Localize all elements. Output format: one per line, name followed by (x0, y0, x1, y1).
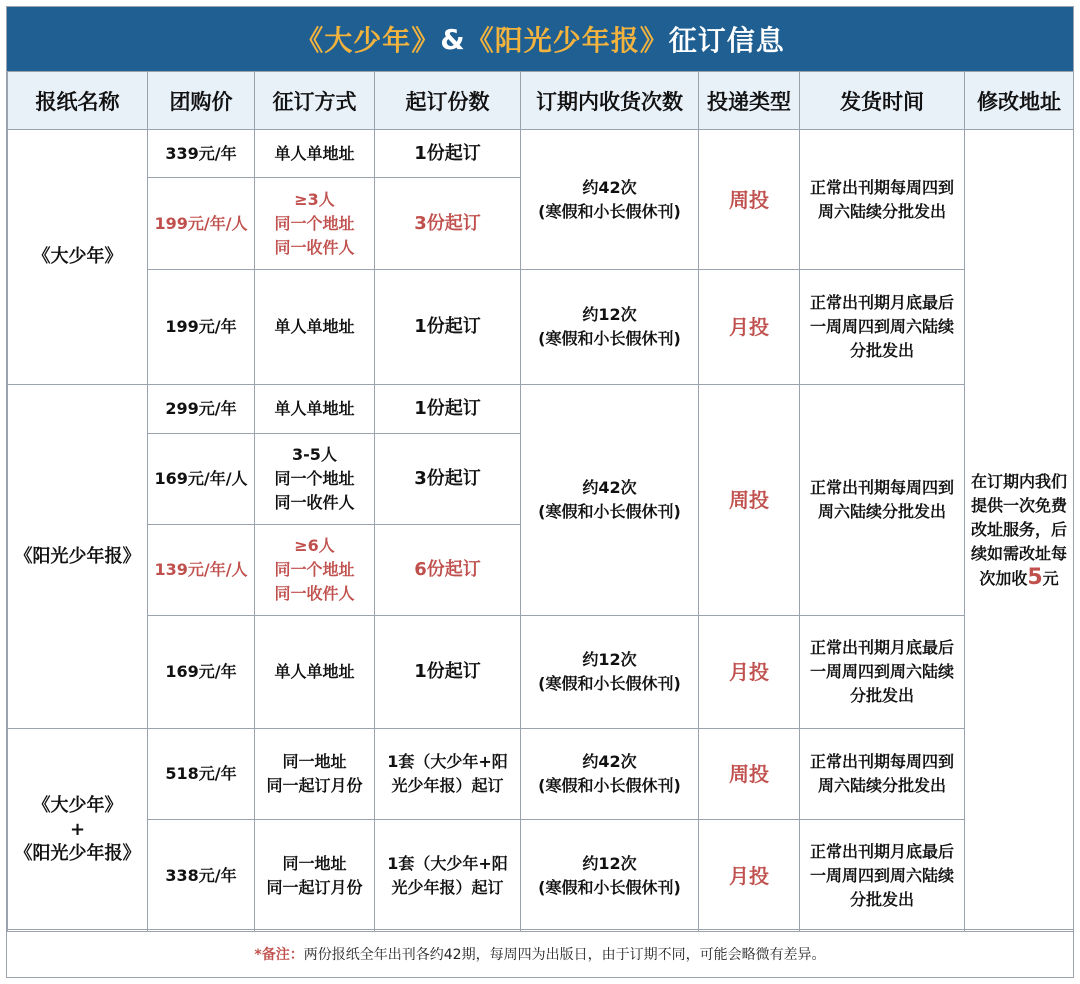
price-cell: 169元/年/人 (148, 434, 255, 525)
qty-cell: 1份起订 (375, 385, 521, 434)
price-cell: 518元/年 (148, 729, 255, 820)
paper-name-cell: 《大少年》 (8, 130, 148, 385)
title-paper-2: 《阳光少年报》 (465, 24, 669, 57)
price-cell: 199元/年 (148, 270, 255, 385)
header-delivery-type: 投递类型 (699, 72, 800, 130)
page-title (7, 7, 1073, 71)
qty-cell: 1套（大少年+阳 光少年报）起订 (375, 820, 521, 932)
header-change-address: 修改地址 (965, 72, 1074, 130)
table-row (8, 385, 1074, 434)
method-cell: 3-5人 同一个地址 同一收件人 (255, 434, 375, 525)
method-cell: 单人单地址 (255, 270, 375, 385)
price-cell: 169元/年 (148, 616, 255, 729)
qty-cell: 1份起订 (375, 616, 521, 729)
change-address-fee: 5 (1027, 565, 1043, 590)
delivery-count-cell: 约12次 (寒假和小长假休刊) (521, 270, 699, 385)
change-address-cell (965, 130, 1074, 932)
qty-cell: 1份起订 (375, 130, 521, 178)
method-cell: 同一地址 同一起订月份 (255, 729, 375, 820)
delivery-count-cell: 约42次 (寒假和小长假休刊) (521, 130, 699, 270)
method-cell: ≥3人 同一个地址 同一收件人 (255, 178, 375, 270)
title-ampersand: & (440, 22, 466, 56)
delivery-count-cell: 约12次 (寒假和小长假休刊) (521, 820, 699, 932)
ship-time-cell: 正常出刊期月底最后 一周周四到周六陆续 分批发出 (800, 820, 965, 932)
header-ship-time: 发货时间 (800, 72, 965, 130)
price-cell: 139元/年/人 (148, 525, 255, 616)
footnote-text: 两份报纸全年出刊各约42期，每周四为出版日，由于订期不同，可能会略微有差异。 (303, 947, 826, 963)
ship-time-cell: 正常出刊期每周四到 周六陆续分批发出 (800, 385, 965, 616)
ship-time-cell: 正常出刊期月底最后 一周周四到周六陆续 分批发出 (800, 270, 965, 385)
price-cell: 339元/年 (148, 130, 255, 178)
header-min-qty: 起订份数 (375, 72, 521, 130)
method-cell: 单人单地址 (255, 616, 375, 729)
table-row (8, 820, 1074, 932)
qty-cell: 3份起订 (375, 178, 521, 270)
paper-name-cell: 《大少年》 + 《阳光少年报》 (8, 729, 148, 932)
footnote-label: *备注： (254, 947, 304, 963)
subscription-info-sheet (6, 6, 1074, 978)
change-address-text: 在订期内我们 提供一次免费 改址服务，后 续如需改址每 次加收 (970, 472, 1067, 588)
delivery-count-cell: 约42次 (寒假和小长假休刊) (521, 385, 699, 616)
price-cell: 299元/年 (148, 385, 255, 434)
ship-time-cell: 正常出刊期月底最后 一周周四到周六陆续 分批发出 (800, 616, 965, 729)
title-suffix: 征订信息 (668, 24, 785, 57)
footnote (7, 929, 1073, 978)
header-paper-name: 报纸名称 (8, 72, 148, 130)
title-paper-1: 《大少年》 (295, 24, 441, 57)
header-method: 征订方式 (255, 72, 375, 130)
delivery-type-cell: 周投 (699, 130, 800, 270)
delivery-type-cell: 周投 (699, 729, 800, 820)
paper-name-cell: 《阳光少年报》 (8, 385, 148, 729)
delivery-type-cell: 月投 (699, 820, 800, 932)
table-row (8, 130, 1074, 178)
qty-cell: 3份起订 (375, 434, 521, 525)
method-cell: 同一地址 同一起订月份 (255, 820, 375, 932)
delivery-type-cell: 月投 (699, 270, 800, 385)
table-row (8, 270, 1074, 385)
table-header-row (8, 72, 1074, 130)
subscription-table (7, 71, 1074, 932)
qty-cell: 1套（大少年+阳 光少年报）起订 (375, 729, 521, 820)
change-address-unit: 元 (1042, 569, 1059, 588)
delivery-type-cell: 月投 (699, 616, 800, 729)
ship-time-cell: 正常出刊期每周四到 周六陆续分批发出 (800, 130, 965, 270)
table-row (8, 616, 1074, 729)
qty-cell: 6份起订 (375, 525, 521, 616)
header-group-price: 团购价 (148, 72, 255, 130)
price-cell: 338元/年 (148, 820, 255, 932)
method-cell: ≥6人 同一个地址 同一收件人 (255, 525, 375, 616)
delivery-count-cell: 约12次 (寒假和小长假休刊) (521, 616, 699, 729)
delivery-count-cell: 约42次 (寒假和小长假休刊) (521, 729, 699, 820)
method-cell: 单人单地址 (255, 385, 375, 434)
ship-time-cell: 正常出刊期每周四到 周六陆续分批发出 (800, 729, 965, 820)
price-cell: 199元/年/人 (148, 178, 255, 270)
method-cell: 单人单地址 (255, 130, 375, 178)
table-row (8, 729, 1074, 820)
qty-cell: 1份起订 (375, 270, 521, 385)
header-delivery-count: 订期内收货次数 (521, 72, 699, 130)
delivery-type-cell: 周投 (699, 385, 800, 616)
